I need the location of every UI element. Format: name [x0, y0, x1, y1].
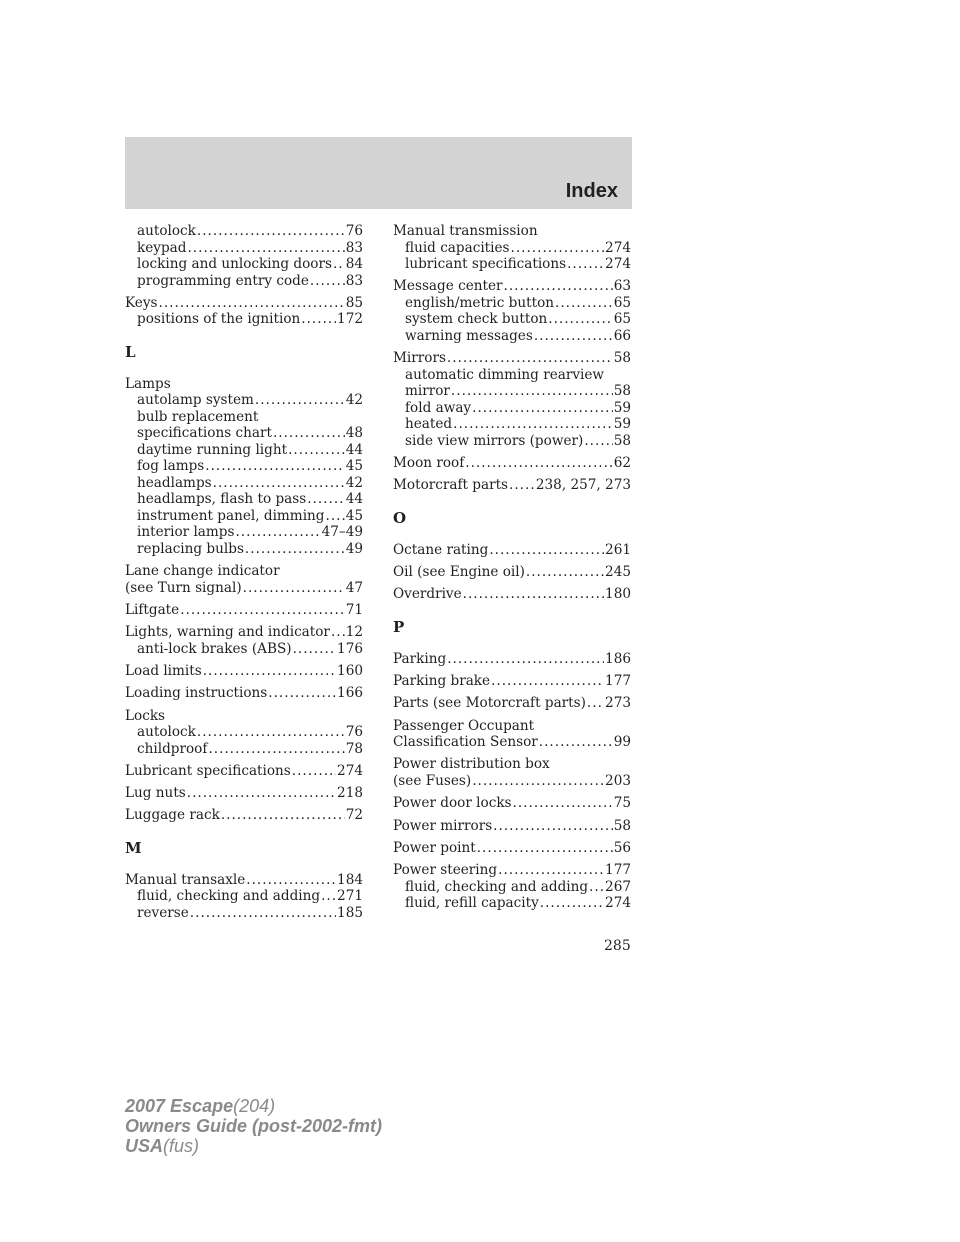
entry-text: reverse: [137, 904, 189, 921]
entry-page: 65: [613, 311, 631, 328]
index-subentry: [393, 383, 631, 400]
entry-text: system check button: [405, 311, 548, 328]
index-entry: [393, 695, 631, 712]
dot-leader: [288, 442, 345, 459]
entry-page: 274: [605, 239, 631, 256]
index-entry: [125, 785, 363, 802]
entry-page: 271: [337, 888, 363, 905]
entry-text: Locks: [125, 707, 166, 724]
index-subentry: [125, 888, 363, 905]
index-column-right: [393, 223, 631, 912]
index-entry: [393, 223, 631, 240]
entry-page: 12: [345, 624, 363, 641]
dot-leader: [197, 223, 345, 240]
index-entry: [125, 295, 363, 312]
entry-text: specifications chart: [137, 425, 272, 442]
entry-text: autolamp system: [137, 392, 254, 409]
entry-text: (see Fuses): [393, 772, 472, 789]
entry-text: lubricant specifications: [405, 256, 567, 272]
entry-page: 76: [345, 724, 363, 741]
entry-text: Message center: [393, 278, 503, 295]
index-subentry: [393, 328, 631, 345]
entry-text: keypad: [137, 239, 187, 256]
footer-market-code: (fus): [163, 1136, 200, 1156]
index-subentry: [393, 400, 631, 417]
index-subentry: [125, 475, 363, 492]
dot-leader: [491, 673, 604, 690]
index-column-left: [125, 223, 363, 921]
index-subentry: [393, 416, 631, 433]
dot-leader: [301, 311, 336, 328]
index-entry: [125, 376, 363, 393]
entry-page: 65: [613, 294, 631, 311]
entry-page: 184: [337, 871, 363, 888]
dot-leader: [197, 724, 345, 741]
entry-page: 58: [613, 817, 631, 834]
index-subentry: [125, 256, 363, 273]
entry-page: 42: [345, 474, 363, 491]
entry-page: 274: [605, 895, 631, 912]
dot-leader: [321, 888, 336, 905]
entry-page: 185: [337, 904, 363, 921]
index-section-letter: O: [393, 508, 407, 527]
index-subentry: [393, 240, 631, 257]
dot-leader: [584, 433, 612, 450]
entry-text: interior lamps: [137, 524, 235, 541]
index-entry: [125, 580, 363, 597]
entry-text: bulb replacement: [137, 408, 259, 425]
entry-text: Manual transaxle: [125, 871, 246, 888]
entry-text: programming entry code: [137, 272, 309, 289]
dot-leader: [509, 477, 535, 494]
entry-text: positions of the ignition: [137, 311, 301, 328]
entry-page: 83: [345, 272, 363, 289]
index-subentry: [125, 641, 363, 658]
dot-leader: [333, 256, 345, 273]
index-entry: [125, 685, 363, 702]
entry-page: 71: [345, 601, 363, 618]
entry-page: 47–49: [321, 524, 363, 541]
entry-text: fluid, checking and adding: [405, 878, 589, 895]
index-entry: [125, 872, 363, 889]
index-subentry: [393, 895, 631, 912]
entry-text: Manual transmission: [393, 223, 538, 239]
index-entry: [393, 455, 631, 472]
dot-leader: [539, 734, 613, 751]
entry-page: 261: [605, 541, 631, 558]
entry-page: 274: [605, 256, 631, 272]
index-entry: [393, 756, 631, 773]
index-subentry: [125, 442, 363, 459]
index-subentry: [125, 541, 363, 558]
dot-leader: [540, 895, 604, 912]
entry-text: Lights, warning and indicator: [125, 624, 330, 641]
entry-text: fluid capacities: [405, 239, 510, 256]
index-entry: [393, 477, 631, 494]
entry-page: 56: [613, 839, 631, 856]
entry-text: Oil (see Engine oil): [393, 563, 525, 580]
entry-page: 99: [613, 734, 631, 751]
index-subentry: [125, 392, 363, 409]
entry-page: 58: [613, 432, 631, 449]
entry-page: 273: [605, 695, 631, 712]
entry-text: Overdrive: [393, 586, 462, 603]
index-entry: [393, 651, 631, 668]
entry-text: fluid, checking and adding: [137, 888, 321, 905]
dot-leader: [243, 580, 345, 597]
entry-text: instrument panel, dimming: [137, 507, 325, 524]
entry-text: Parts (see Motorcraft parts): [393, 695, 586, 712]
entry-text: automatic dimming rearview: [405, 366, 605, 383]
dot-leader: [472, 400, 613, 417]
entry-text: fold away: [405, 399, 472, 416]
entry-page: 245: [605, 563, 631, 580]
entry-text: autolock: [137, 223, 196, 239]
entry-text: Power door locks: [393, 795, 512, 812]
entry-text: Power distribution box: [393, 756, 550, 773]
entry-page: 186: [605, 650, 631, 667]
entry-page: 63: [613, 278, 631, 295]
dot-leader: [526, 564, 604, 581]
entry-page: 42: [345, 392, 363, 409]
index-entry: [393, 586, 631, 603]
dot-leader: [190, 905, 336, 922]
entry-text: fog lamps: [137, 458, 205, 475]
entry-text: Lug nuts: [125, 785, 186, 802]
entry-page: 66: [613, 327, 631, 344]
dot-leader: [453, 416, 613, 433]
dot-leader: [493, 818, 613, 835]
entry-text: Power point: [393, 839, 476, 856]
entry-page: 83: [345, 239, 363, 256]
entry-page: 47: [345, 579, 363, 596]
entry-text: autolock: [137, 724, 196, 741]
dot-leader: [187, 785, 336, 802]
entry-text: headlamps, flash to pass: [137, 491, 307, 508]
footer: [125, 1096, 382, 1156]
index-subentry: [125, 508, 363, 525]
index-section-letter: L: [125, 342, 136, 361]
dot-leader: [513, 795, 613, 812]
entry-page: 44: [345, 441, 363, 458]
page-title: Index: [565, 180, 618, 202]
entry-text: Loading instructions: [125, 685, 268, 702]
entry-text: english/metric button: [405, 294, 555, 311]
entry-text: locking and unlocking doors: [137, 256, 332, 272]
index-entry: [393, 350, 631, 367]
dot-leader: [326, 508, 345, 525]
entry-text: side view mirrors (power): [405, 432, 584, 449]
entry-page: 58: [613, 383, 631, 400]
index-entry: [393, 773, 631, 790]
entry-text: Parking: [393, 650, 447, 667]
index-entry: [125, 663, 363, 680]
dot-leader: [255, 392, 345, 409]
dot-leader: [310, 273, 345, 290]
entry-page: 177: [605, 673, 631, 690]
dot-leader: [567, 256, 604, 273]
index-entry: [393, 673, 631, 690]
header-band: [125, 137, 632, 209]
entry-page: 176: [337, 640, 363, 657]
entry-text: Power steering: [393, 862, 498, 879]
entry-page: 177: [605, 862, 631, 879]
entry-text: headlamps: [137, 474, 212, 491]
index-entry: [393, 734, 631, 751]
index-entry: [125, 763, 363, 780]
dot-leader: [213, 475, 345, 492]
index-subentry: [393, 433, 631, 450]
dot-leader: [205, 458, 344, 475]
entry-page: 45: [345, 458, 363, 475]
index-entry: [393, 818, 631, 835]
entry-page: 180: [605, 586, 631, 603]
entry-text: Mirrors: [393, 350, 446, 367]
index-entry: [393, 795, 631, 812]
entry-page: 59: [613, 399, 631, 416]
dot-leader: [534, 328, 613, 345]
dot-leader: [235, 524, 320, 541]
entry-page: 218: [337, 785, 363, 802]
page-number: 285: [604, 938, 631, 954]
entry-page: 85: [345, 294, 363, 311]
dot-leader: [293, 641, 336, 658]
footer-guide: Owners Guide (post-2002-fmt): [125, 1116, 383, 1136]
entry-page: 49: [345, 540, 363, 557]
dot-leader: [273, 425, 345, 442]
entry-page: 44: [345, 491, 363, 508]
index-entry: [393, 564, 631, 581]
dot-leader: [477, 840, 613, 857]
entry-text: Classification Sensor: [393, 734, 538, 751]
footer-market: USA: [125, 1136, 164, 1156]
entry-page: 203: [605, 772, 631, 789]
footer-line-3: [125, 1136, 382, 1156]
index-subentry: [125, 273, 363, 290]
entry-page: 172: [337, 311, 363, 328]
index-subentry: [393, 367, 631, 384]
dot-leader: [246, 872, 336, 889]
dot-leader: [180, 602, 345, 619]
index-entry: [125, 807, 363, 824]
entry-text: (see Turn signal): [125, 579, 242, 596]
entry-page: 59: [613, 416, 631, 433]
entry-text: Moon roof: [393, 454, 465, 471]
entry-text: childproof: [137, 740, 208, 757]
dot-leader: [331, 624, 345, 641]
index-entry: [125, 563, 363, 580]
dot-leader: [587, 695, 604, 712]
dot-leader: [555, 295, 613, 312]
entry-page: 72: [345, 807, 363, 824]
entry-text: warning messages: [405, 327, 533, 344]
dot-leader: [498, 862, 604, 879]
entry-text: Passenger Occupant: [393, 717, 535, 734]
index-subentry: [125, 524, 363, 541]
entry-page: 62: [613, 454, 631, 471]
entry-text: Lubricant specifications: [125, 762, 291, 779]
index-subentry: [125, 223, 363, 240]
index-entry: [125, 624, 363, 641]
entry-text: Lane change indicator: [125, 563, 280, 580]
entry-text: fluid, refill capacity: [405, 895, 539, 912]
index-subentry: [393, 311, 631, 328]
entry-page: 48: [345, 425, 363, 442]
entry-text: Keys: [125, 294, 158, 311]
index-entry: [125, 602, 363, 619]
index-subentry: [125, 311, 363, 328]
index-entry: [393, 718, 631, 735]
dot-leader: [447, 651, 604, 668]
dot-leader: [307, 491, 344, 508]
entry-text: Power mirrors: [393, 817, 493, 834]
index-subentry: [125, 425, 363, 442]
dot-leader: [465, 455, 612, 472]
entry-text: anti-lock brakes (ABS): [137, 640, 292, 657]
index-subentry: [125, 240, 363, 257]
dot-leader: [187, 240, 344, 257]
entry-page: 274: [337, 762, 363, 779]
entry-page: 238, 257, 273: [535, 477, 631, 494]
dot-leader: [548, 311, 612, 328]
index-subentry: [393, 295, 631, 312]
dot-leader: [447, 350, 613, 367]
dot-leader: [489, 542, 604, 559]
dot-leader: [208, 741, 344, 758]
entry-page: 84: [345, 256, 363, 272]
dot-leader: [451, 383, 613, 400]
dot-leader: [292, 763, 336, 780]
entry-page: 76: [345, 223, 363, 239]
footer-line-2: [125, 1116, 382, 1136]
entry-page: 45: [345, 507, 363, 524]
entry-page: 75: [613, 795, 631, 812]
index-subentry: [125, 409, 363, 426]
footer-line-1: [125, 1096, 382, 1116]
index-entry: [393, 278, 631, 295]
entry-text: Load limits: [125, 662, 202, 679]
index-subentry: [125, 458, 363, 475]
index-entry: [393, 542, 631, 559]
dot-leader: [504, 278, 613, 295]
entry-text: heated: [405, 416, 453, 433]
dot-leader: [245, 541, 345, 558]
entry-text: Parking brake: [393, 673, 491, 690]
index-subentry: [125, 724, 363, 741]
entry-page: 78: [345, 740, 363, 757]
dot-leader: [221, 807, 345, 824]
dot-leader: [589, 879, 604, 896]
index-entry: [125, 708, 363, 725]
index-entry: [393, 840, 631, 857]
entry-text: Lamps: [125, 375, 171, 392]
entry-text: Luggage rack: [125, 807, 220, 824]
entry-page: 160: [337, 662, 363, 679]
entry-page: 58: [613, 350, 631, 367]
index-subentry: [125, 491, 363, 508]
index-subentry: [125, 905, 363, 922]
entry-text: daytime running light: [137, 441, 288, 458]
dot-leader: [268, 685, 336, 702]
index-section-letter: P: [393, 617, 405, 636]
dot-leader: [472, 773, 604, 790]
footer-code: (204): [233, 1096, 276, 1116]
entry-text: Motorcraft parts: [393, 477, 509, 494]
dot-leader: [463, 586, 604, 603]
entry-page: 267: [605, 878, 631, 895]
index-subentry: [393, 879, 631, 896]
entry-page: 166: [337, 685, 363, 702]
index-entry: [393, 862, 631, 879]
footer-model: 2007 Escape: [125, 1096, 234, 1116]
entry-text: replacing bulbs: [137, 540, 244, 557]
entry-text: Liftgate: [125, 601, 180, 618]
index-subentry: [393, 256, 631, 273]
index-subentry: [125, 741, 363, 758]
entry-text: Octane rating: [393, 541, 489, 558]
index-section-letter: M: [125, 838, 142, 857]
dot-leader: [511, 240, 605, 257]
dot-leader: [159, 295, 345, 312]
dot-leader: [203, 663, 336, 680]
entry-text: mirror: [405, 383, 450, 400]
